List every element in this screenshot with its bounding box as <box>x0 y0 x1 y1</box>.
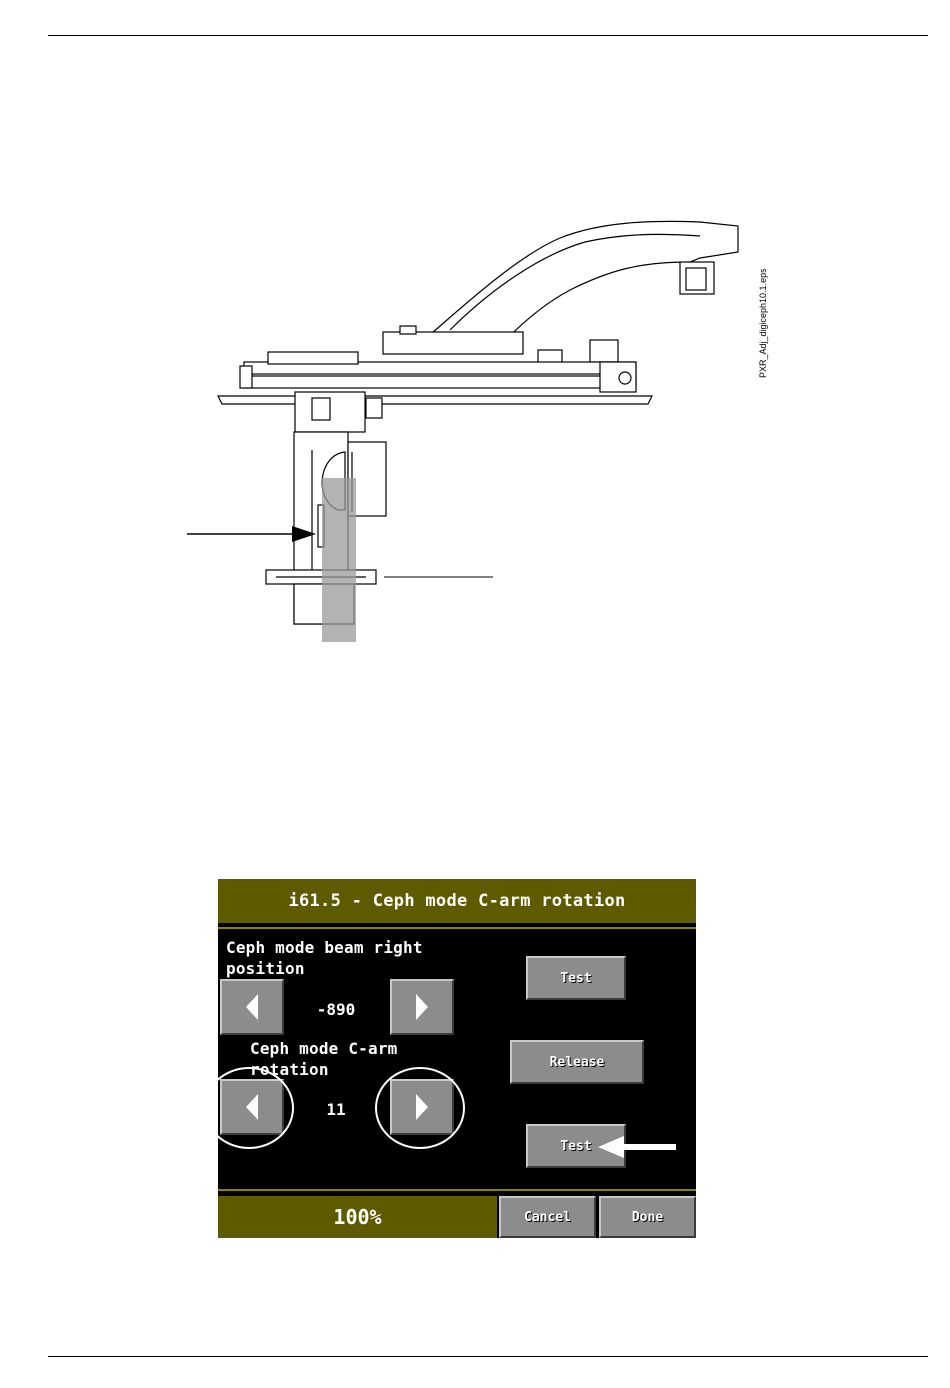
footer-divider <box>218 1189 696 1191</box>
arrow-right-icon <box>416 994 428 1020</box>
rail-bottom <box>244 376 636 388</box>
cancel-button[interactable]: Cancel <box>499 1196 596 1238</box>
figure-file-label: PXR_Adj_digiceph10.1.eps <box>758 268 768 378</box>
mount-tab <box>400 326 416 334</box>
beam-right-value: -890 <box>316 1000 356 1019</box>
c-arm-rotation-label: Ceph mode C-arm rotation <box>250 1039 398 1079</box>
carriage-side <box>366 398 382 418</box>
done-button[interactable]: Done <box>599 1196 696 1238</box>
motor-box <box>590 340 618 362</box>
beam-increase-button[interactable] <box>390 979 454 1035</box>
c-arm-rotation-value: 11 <box>326 1100 346 1119</box>
carriage-slot <box>312 398 330 420</box>
base-plate <box>218 396 652 404</box>
bottom-rule <box>48 1356 928 1357</box>
x-ray-beam <box>322 478 356 642</box>
rail-end-bolt <box>619 372 631 384</box>
highlight-circle-right <box>375 1067 465 1149</box>
rail-end-left <box>240 366 252 388</box>
pointer-arrow-icon <box>598 1134 678 1160</box>
rail-block-left <box>268 352 358 364</box>
arm-head-inner <box>686 268 706 290</box>
beam-decrease-button[interactable] <box>220 979 284 1035</box>
beam-right-label: Ceph mode beam right position <box>226 938 423 978</box>
progress-indicator: 100% <box>218 1196 497 1238</box>
header-divider <box>218 927 696 929</box>
arrow-left-icon <box>246 994 258 1020</box>
arm-mount <box>383 332 523 354</box>
test-beam-button[interactable]: Test <box>526 956 626 1000</box>
touch-screen-panel <box>218 879 696 1238</box>
screen-title: i61.5 - Ceph mode C-arm rotation <box>218 879 696 923</box>
release-button[interactable]: Release <box>510 1040 644 1084</box>
test-c-arm-button[interactable]: Test <box>526 1124 626 1168</box>
